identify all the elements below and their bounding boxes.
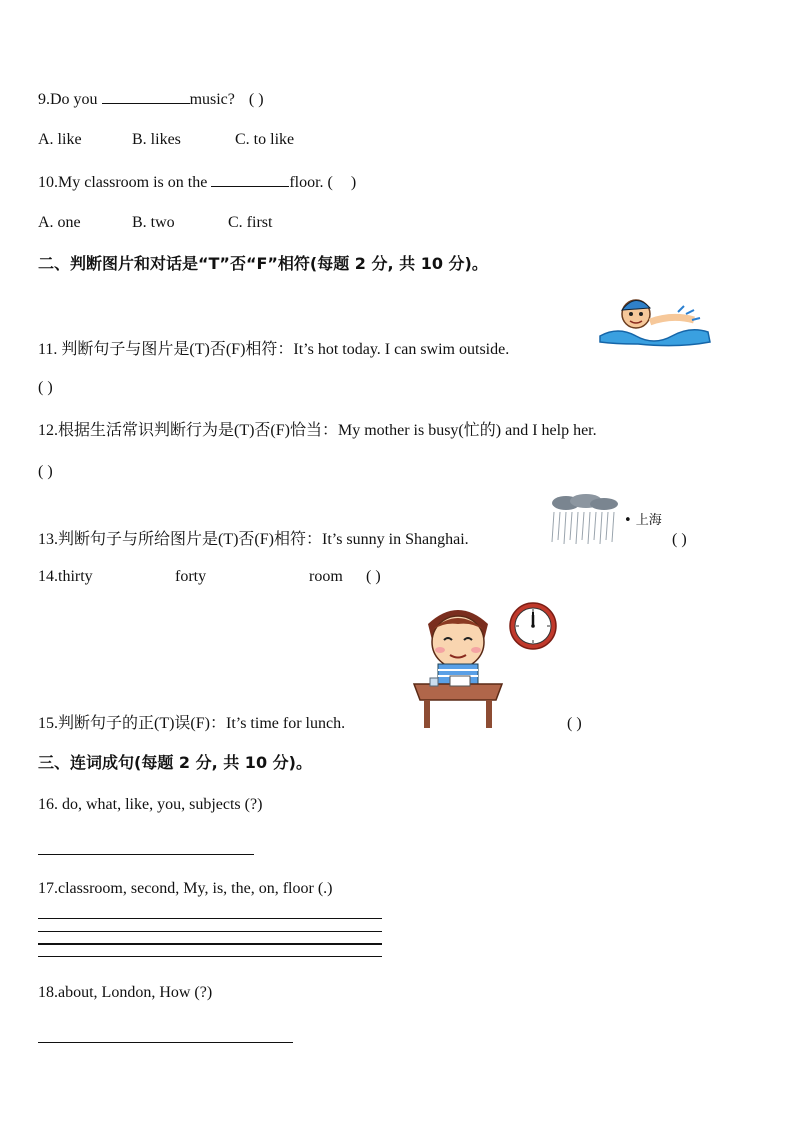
q9-answer-paren[interactable]: ( ) xyxy=(248,91,264,108)
question-17: 17.classroom, second, My, is, the, on, floor (.) xyxy=(38,880,333,897)
q12-answer-paren[interactable]: ( ) xyxy=(38,463,53,480)
question-16: 16. do, what, like, you, subjects (?) xyxy=(38,796,263,813)
question-13: 13.判断句子与所给图片是(T)否(F)相符：It’s sunny in Shanghai. xyxy=(38,531,469,548)
clock-image xyxy=(508,601,558,656)
q10-options xyxy=(38,213,272,233)
q16-answer-line[interactable] xyxy=(38,854,254,855)
q10-suffix: floor. ( xyxy=(289,174,333,191)
section-2-heading: 二、判断图片和对话是“T”否“F”相符(每题 2 分, 共 10 分)。 xyxy=(38,254,488,273)
question-9 xyxy=(38,88,264,110)
q17-answer-line-3[interactable] xyxy=(38,943,382,945)
swimming-boy-image xyxy=(598,292,718,353)
question-12: 12.根据生活常识判断行为是(T)否(F)恰当：My mother is busy(忙的) and I help her. xyxy=(38,422,597,439)
q14-word-2: forty xyxy=(175,568,207,585)
q15-answer-paren[interactable]: ( ) xyxy=(567,715,582,732)
q10-option-a[interactable]: A. one xyxy=(38,214,81,231)
q9-option-b[interactable]: B. likes xyxy=(132,131,181,148)
q17-answer-line-1[interactable] xyxy=(38,918,382,919)
question-10 xyxy=(38,171,356,193)
section-3-heading: 三、连词成句(每题 2 分, 共 10 分)。 xyxy=(38,753,312,772)
q9-blank[interactable] xyxy=(102,88,190,104)
q10-option-c[interactable]: C. first xyxy=(228,214,273,231)
q13-answer-paren[interactable]: ( ) xyxy=(672,531,687,548)
q14-answer-paren[interactable]: ( ) xyxy=(366,568,381,585)
boy-eating-lunch-image xyxy=(410,600,506,737)
question-18: 18.about, London, How (?) xyxy=(38,984,213,1001)
q11-answer-paren[interactable]: ( ) xyxy=(38,379,53,396)
q9-option-a[interactable]: A. like xyxy=(38,131,82,148)
q9-prefix: 9.Do you xyxy=(38,91,102,108)
q10-blank[interactable] xyxy=(211,171,289,187)
q14-word-3: room xyxy=(309,568,343,585)
q9-suffix: music? xyxy=(189,91,235,108)
question-11: 11. 判断句子与图片是(T)否(F)相符：It’s hot today. I can swim outside. xyxy=(38,341,510,358)
q14-word-1: 14.thirty xyxy=(38,568,93,585)
q17-answer-line-4[interactable] xyxy=(38,956,382,957)
rain-cloud-map-icon xyxy=(548,494,622,551)
q17-answer-line-2[interactable] xyxy=(38,931,382,932)
q10-paren-close[interactable]: ) xyxy=(350,174,357,191)
q9-option-c[interactable]: C. to like xyxy=(235,131,295,148)
shanghai-map-label: • 上海 xyxy=(624,513,662,528)
q9-options xyxy=(38,130,294,150)
q18-answer-line[interactable] xyxy=(38,1042,293,1043)
q10-prefix: 10.My classroom is on the xyxy=(38,174,212,191)
question-15: 15.判断句子的正(T)误(F)：It’s time for lunch. xyxy=(38,715,346,732)
q10-option-b[interactable]: B. two xyxy=(132,214,175,231)
